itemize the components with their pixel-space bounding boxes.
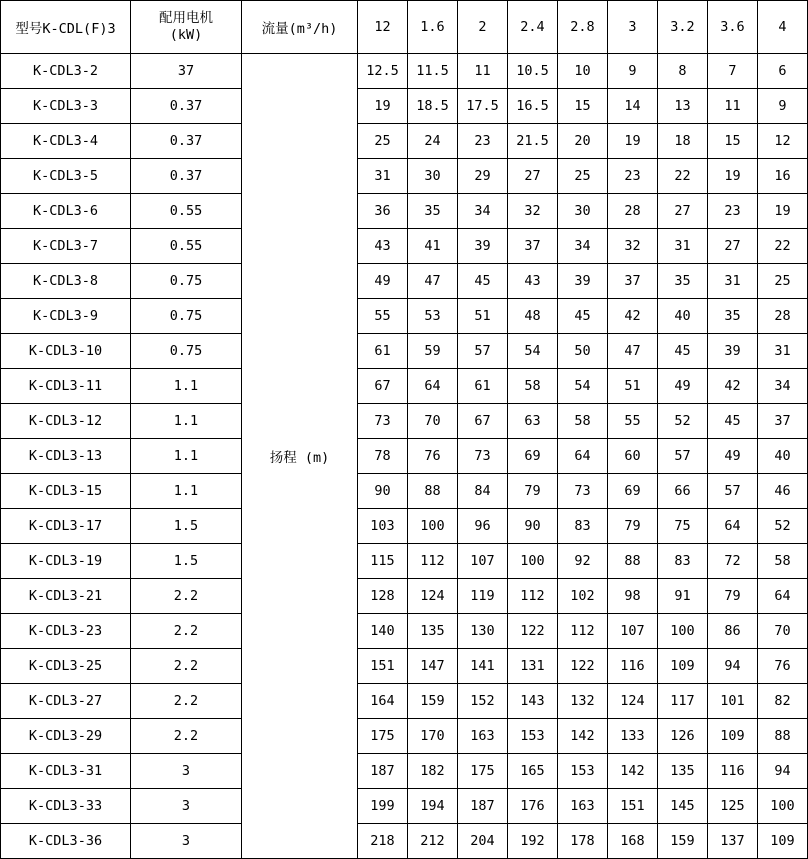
- head-value-cell: 112: [408, 544, 458, 579]
- head-value-cell: 64: [758, 579, 808, 614]
- head-value-cell: 100: [658, 614, 708, 649]
- motor-header-line1: 配用电机: [159, 10, 213, 26]
- head-value-cell: 112: [558, 614, 608, 649]
- head-value-cell: 140: [358, 614, 408, 649]
- motor-power-cell: 0.37: [131, 159, 242, 194]
- head-value-cell: 49: [708, 439, 758, 474]
- head-value-cell: 19: [708, 159, 758, 194]
- model-cell: K-CDL3-7: [1, 229, 131, 264]
- model-cell: K-CDL3-23: [1, 614, 131, 649]
- head-value-cell: 137: [708, 824, 758, 859]
- head-value-cell: 28: [608, 194, 658, 229]
- table-row: [1, 439, 808, 474]
- head-value-cell: 43: [508, 264, 558, 299]
- head-value-cell: 130: [458, 614, 508, 649]
- head-value-cell: 31: [708, 264, 758, 299]
- head-value-cell: 25: [758, 264, 808, 299]
- head-value-cell: 67: [458, 404, 508, 439]
- model-cell: K-CDL3-33: [1, 789, 131, 824]
- head-value-cell: 10.5: [508, 54, 558, 89]
- head-value-cell: 27: [508, 159, 558, 194]
- head-value-cell: 52: [758, 509, 808, 544]
- flow-value: 12: [358, 1, 408, 54]
- head-value-cell: 37: [758, 404, 808, 439]
- head-value-cell: 88: [408, 474, 458, 509]
- head-value-cell: 75: [658, 509, 708, 544]
- head-value-cell: 46: [758, 474, 808, 509]
- table-row: [1, 544, 808, 579]
- model-cell: K-CDL3-27: [1, 684, 131, 719]
- head-value-cell: 25: [358, 124, 408, 159]
- head-value-cell: 29: [458, 159, 508, 194]
- head-value-cell: 35: [708, 299, 758, 334]
- motor-power-cell: 0.55: [131, 229, 242, 264]
- head-value-cell: 9: [758, 89, 808, 124]
- motor-power-cell: 0.75: [131, 299, 242, 334]
- flow-value: 3.6: [708, 1, 758, 54]
- table-row: [1, 264, 808, 299]
- head-value-cell: 70: [758, 614, 808, 649]
- table-row: [1, 754, 808, 789]
- motor-power-cell: 1.1: [131, 474, 242, 509]
- head-value-cell: 32: [508, 194, 558, 229]
- model-cell: K-CDL3-5: [1, 159, 131, 194]
- head-value-cell: 55: [608, 404, 658, 439]
- head-value-cell: 31: [358, 159, 408, 194]
- head-value-cell: 151: [358, 649, 408, 684]
- model-cell: K-CDL3-15: [1, 474, 131, 509]
- head-value-cell: 159: [658, 824, 708, 859]
- head-value-cell: 40: [758, 439, 808, 474]
- head-value-cell: 145: [658, 789, 708, 824]
- table-row: [1, 369, 808, 404]
- head-value-cell: 86: [708, 614, 758, 649]
- motor-power-cell: 37: [131, 54, 242, 89]
- head-value-cell: 119: [458, 579, 508, 614]
- head-value-cell: 88: [608, 544, 658, 579]
- head-value-cell: 143: [508, 684, 558, 719]
- head-value-cell: 109: [658, 649, 708, 684]
- head-value-cell: 45: [708, 404, 758, 439]
- head-value-cell: 152: [458, 684, 508, 719]
- model-cell: K-CDL3-8: [1, 264, 131, 299]
- model-cell: K-CDL3-6: [1, 194, 131, 229]
- head-value-cell: 41: [408, 229, 458, 264]
- head-value-cell: 100: [758, 789, 808, 824]
- model-cell: K-CDL3-13: [1, 439, 131, 474]
- motor-power-cell: 1.1: [131, 439, 242, 474]
- model-cell: K-CDL3-11: [1, 369, 131, 404]
- head-value-cell: 15: [558, 89, 608, 124]
- head-value-cell: 61: [358, 334, 408, 369]
- head-value-cell: 126: [658, 719, 708, 754]
- head-value-cell: 176: [508, 789, 558, 824]
- head-value-cell: 18.5: [408, 89, 458, 124]
- head-value-cell: 192: [508, 824, 558, 859]
- head-value-cell: 187: [458, 789, 508, 824]
- motor-header: [131, 1, 242, 54]
- motor-power-cell: 0.37: [131, 124, 242, 159]
- head-value-cell: 142: [608, 754, 658, 789]
- head-value-cell: 39: [558, 264, 608, 299]
- head-value-cell: 122: [508, 614, 558, 649]
- motor-power-cell: 2.2: [131, 719, 242, 754]
- model-cell: K-CDL3-12: [1, 404, 131, 439]
- head-value-cell: 31: [658, 229, 708, 264]
- flow-value: 3: [608, 1, 658, 54]
- head-value-cell: 35: [658, 264, 708, 299]
- head-value-cell: 34: [758, 369, 808, 404]
- head-value-cell: 82: [758, 684, 808, 719]
- head-value-cell: 76: [408, 439, 458, 474]
- flow-header: 流量(m³/h): [242, 1, 358, 54]
- head-value-cell: 175: [358, 719, 408, 754]
- head-value-cell: 131: [508, 649, 558, 684]
- head-value-cell: 83: [558, 509, 608, 544]
- head-value-cell: 116: [608, 649, 658, 684]
- head-value-cell: 23: [458, 124, 508, 159]
- head-value-cell: 109: [758, 824, 808, 859]
- head-value-cell: 59: [408, 334, 458, 369]
- motor-power-cell: 1.5: [131, 544, 242, 579]
- table-row: [1, 54, 808, 89]
- flow-value: 3.2: [658, 1, 708, 54]
- head-value-cell: 16: [758, 159, 808, 194]
- head-value-cell: 22: [658, 159, 708, 194]
- head-value-cell: 159: [408, 684, 458, 719]
- head-value-cell: 175: [458, 754, 508, 789]
- model-cell: K-CDL3-36: [1, 824, 131, 859]
- table-row: [1, 159, 808, 194]
- motor-power-cell: 0.75: [131, 334, 242, 369]
- head-value-cell: 47: [608, 334, 658, 369]
- head-value-cell: 25: [558, 159, 608, 194]
- head-value-cell: 142: [558, 719, 608, 754]
- head-value-cell: 35: [408, 194, 458, 229]
- head-value-cell: 20: [558, 124, 608, 159]
- head-value-cell: 19: [358, 89, 408, 124]
- head-value-cell: 141: [458, 649, 508, 684]
- model-cell: K-CDL3-4: [1, 124, 131, 159]
- head-value-cell: 57: [458, 334, 508, 369]
- head-value-cell: 14: [608, 89, 658, 124]
- head-value-cell: 88: [758, 719, 808, 754]
- head-value-cell: 11: [458, 54, 508, 89]
- head-value-cell: 132: [558, 684, 608, 719]
- head-value-cell: 34: [458, 194, 508, 229]
- table-row: [1, 194, 808, 229]
- head-value-cell: 79: [608, 509, 658, 544]
- head-value-cell: 61: [458, 369, 508, 404]
- table-row: [1, 229, 808, 264]
- head-value-cell: 39: [708, 334, 758, 369]
- head-value-cell: 147: [408, 649, 458, 684]
- flow-value: 2.4: [508, 1, 558, 54]
- head-value-cell: 60: [608, 439, 658, 474]
- flow-value: 4: [758, 1, 808, 54]
- head-value-cell: 10: [558, 54, 608, 89]
- head-value-cell: 15: [708, 124, 758, 159]
- head-value-cell: 9: [608, 54, 658, 89]
- model-cell: K-CDL3-29: [1, 719, 131, 754]
- head-value-cell: 13: [658, 89, 708, 124]
- table-row: [1, 299, 808, 334]
- head-value-cell: 30: [558, 194, 608, 229]
- flow-value: 2.8: [558, 1, 608, 54]
- head-value-cell: 30: [408, 159, 458, 194]
- head-value-cell: 76: [758, 649, 808, 684]
- head-value-cell: 22: [758, 229, 808, 264]
- table-row: [1, 789, 808, 824]
- head-value-cell: 57: [658, 439, 708, 474]
- head-value-cell: 66: [658, 474, 708, 509]
- head-value-cell: 128: [358, 579, 408, 614]
- head-value-cell: 100: [508, 544, 558, 579]
- table-row: [1, 614, 808, 649]
- motor-power-cell: 1.1: [131, 404, 242, 439]
- table-row: [1, 684, 808, 719]
- model-cell: K-CDL3-17: [1, 509, 131, 544]
- head-value-cell: 194: [408, 789, 458, 824]
- head-value-cell: 39: [458, 229, 508, 264]
- head-value-cell: 135: [658, 754, 708, 789]
- head-value-cell: 84: [458, 474, 508, 509]
- head-value-cell: 49: [658, 369, 708, 404]
- table-row: [1, 404, 808, 439]
- head-value-cell: 27: [658, 194, 708, 229]
- head-value-cell: 54: [508, 334, 558, 369]
- table-body: [1, 1, 808, 859]
- head-value-cell: 79: [508, 474, 558, 509]
- motor-power-cell: 2.2: [131, 649, 242, 684]
- head-value-cell: 163: [558, 789, 608, 824]
- head-value-cell: 58: [508, 369, 558, 404]
- head-value-cell: 69: [508, 439, 558, 474]
- head-value-cell: 54: [558, 369, 608, 404]
- head-value-cell: 42: [708, 369, 758, 404]
- head-value-cell: 27: [708, 229, 758, 264]
- head-value-cell: 90: [358, 474, 408, 509]
- head-value-cell: 178: [558, 824, 608, 859]
- motor-power-cell: 0.37: [131, 89, 242, 124]
- model-cell: K-CDL3-19: [1, 544, 131, 579]
- head-value-cell: 98: [608, 579, 658, 614]
- head-value-cell: 92: [558, 544, 608, 579]
- table-row: [1, 124, 808, 159]
- head-value-cell: 212: [408, 824, 458, 859]
- head-value-cell: 107: [458, 544, 508, 579]
- head-value-cell: 168: [608, 824, 658, 859]
- head-value-cell: 49: [358, 264, 408, 299]
- head-value-cell: 32: [608, 229, 658, 264]
- head-value-cell: 133: [608, 719, 658, 754]
- flow-value: 2: [458, 1, 508, 54]
- model-cell: K-CDL3-10: [1, 334, 131, 369]
- head-value-cell: 8: [658, 54, 708, 89]
- table-row: [1, 334, 808, 369]
- head-value-cell: 37: [508, 229, 558, 264]
- head-value-cell: 45: [558, 299, 608, 334]
- head-value-cell: 78: [358, 439, 408, 474]
- head-value-cell: 100: [408, 509, 458, 544]
- head-value-cell: 16.5: [508, 89, 558, 124]
- head-value-cell: 64: [558, 439, 608, 474]
- model-cell: K-CDL3-3: [1, 89, 131, 124]
- head-value-cell: 163: [458, 719, 508, 754]
- head-value-cell: 182: [408, 754, 458, 789]
- head-value-cell: 103: [358, 509, 408, 544]
- motor-power-cell: 3: [131, 754, 242, 789]
- head-value-cell: 58: [558, 404, 608, 439]
- motor-power-cell: 0.75: [131, 264, 242, 299]
- head-value-cell: 50: [558, 334, 608, 369]
- head-value-cell: 115: [358, 544, 408, 579]
- head-value-cell: 117: [658, 684, 708, 719]
- head-value-cell: 124: [608, 684, 658, 719]
- table-row: [1, 719, 808, 754]
- head-value-cell: 151: [608, 789, 658, 824]
- head-value-cell: 51: [458, 299, 508, 334]
- head-value-cell: 170: [408, 719, 458, 754]
- motor-header-line2: (kW): [169, 27, 203, 43]
- head-value-cell: 101: [708, 684, 758, 719]
- head-value-cell: 31: [758, 334, 808, 369]
- table-row: [1, 824, 808, 859]
- head-value-cell: 109: [708, 719, 758, 754]
- motor-power-cell: 2.2: [131, 579, 242, 614]
- head-value-cell: 11: [708, 89, 758, 124]
- head-value-cell: 11.5: [408, 54, 458, 89]
- model-header: 型号K-CDL(F)3: [1, 1, 131, 54]
- head-value-cell: 67: [358, 369, 408, 404]
- table-row: [1, 474, 808, 509]
- head-value-cell: 187: [358, 754, 408, 789]
- head-value-cell: 45: [658, 334, 708, 369]
- head-value-cell: 107: [608, 614, 658, 649]
- head-value-cell: 57: [708, 474, 758, 509]
- head-value-cell: 58: [758, 544, 808, 579]
- head-value-cell: 96: [458, 509, 508, 544]
- head-value-cell: 6: [758, 54, 808, 89]
- head-value-cell: 23: [608, 159, 658, 194]
- head-value-cell: 73: [558, 474, 608, 509]
- head-value-cell: 7: [708, 54, 758, 89]
- model-cell: K-CDL3-9: [1, 299, 131, 334]
- motor-power-cell: 1.1: [131, 369, 242, 404]
- head-value-cell: 42: [608, 299, 658, 334]
- head-value-cell: 37: [608, 264, 658, 299]
- head-value-cell: 153: [558, 754, 608, 789]
- head-value-cell: 70: [408, 404, 458, 439]
- head-value-cell: 64: [408, 369, 458, 404]
- head-value-cell: 55: [358, 299, 408, 334]
- head-value-cell: 73: [358, 404, 408, 439]
- head-value-cell: 53: [408, 299, 458, 334]
- head-value-cell: 112: [508, 579, 558, 614]
- head-value-cell: 19: [608, 124, 658, 159]
- table-row: [1, 579, 808, 614]
- head-value-cell: 18: [658, 124, 708, 159]
- model-cell: K-CDL3-25: [1, 649, 131, 684]
- model-cell: K-CDL3-31: [1, 754, 131, 789]
- head-value-cell: 79: [708, 579, 758, 614]
- head-value-cell: 135: [408, 614, 458, 649]
- head-value-cell: 63: [508, 404, 558, 439]
- head-value-cell: 124: [408, 579, 458, 614]
- head-value-cell: 64: [708, 509, 758, 544]
- head-value-cell: 34: [558, 229, 608, 264]
- head-value-cell: 164: [358, 684, 408, 719]
- head-value-cell: 43: [358, 229, 408, 264]
- head-value-cell: 73: [458, 439, 508, 474]
- motor-power-cell: 3: [131, 824, 242, 859]
- head-value-cell: 153: [508, 719, 558, 754]
- head-value-cell: 51: [608, 369, 658, 404]
- head-value-cell: 36: [358, 194, 408, 229]
- head-value-cell: 40: [658, 299, 708, 334]
- head-value-cell: 69: [608, 474, 658, 509]
- head-value-cell: 94: [758, 754, 808, 789]
- motor-power-cell: 1.5: [131, 509, 242, 544]
- table-row: [1, 89, 808, 124]
- motor-power-cell: 0.55: [131, 194, 242, 229]
- head-value-cell: 125: [708, 789, 758, 824]
- head-value-cell: 165: [508, 754, 558, 789]
- model-cell: K-CDL3-21: [1, 579, 131, 614]
- header-row: [1, 1, 808, 54]
- table-row: [1, 509, 808, 544]
- head-value-cell: 218: [358, 824, 408, 859]
- flow-value: 1.6: [408, 1, 458, 54]
- head-value-cell: 72: [708, 544, 758, 579]
- head-value-cell: 102: [558, 579, 608, 614]
- head-value-cell: 17.5: [458, 89, 508, 124]
- head-value-cell: 23: [708, 194, 758, 229]
- head-value-cell: 12.5: [358, 54, 408, 89]
- head-value-cell: 45: [458, 264, 508, 299]
- head-value-cell: 24: [408, 124, 458, 159]
- model-cell: K-CDL3-2: [1, 54, 131, 89]
- head-value-cell: 91: [658, 579, 708, 614]
- head-value-cell: 21.5: [508, 124, 558, 159]
- motor-power-cell: 2.2: [131, 684, 242, 719]
- head-value-cell: 94: [708, 649, 758, 684]
- head-value-cell: 90: [508, 509, 558, 544]
- head-label: 扬程 (m): [242, 54, 358, 859]
- head-value-cell: 52: [658, 404, 708, 439]
- head-value-cell: 19: [758, 194, 808, 229]
- head-value-cell: 199: [358, 789, 408, 824]
- head-value-cell: 204: [458, 824, 508, 859]
- head-value-cell: 48: [508, 299, 558, 334]
- motor-power-cell: 3: [131, 789, 242, 824]
- motor-power-cell: 2.2: [131, 614, 242, 649]
- head-value-cell: 28: [758, 299, 808, 334]
- head-value-cell: 116: [708, 754, 758, 789]
- head-value-cell: 12: [758, 124, 808, 159]
- table-row: [1, 649, 808, 684]
- head-value-cell: 47: [408, 264, 458, 299]
- head-value-cell: 122: [558, 649, 608, 684]
- head-value-cell: 83: [658, 544, 708, 579]
